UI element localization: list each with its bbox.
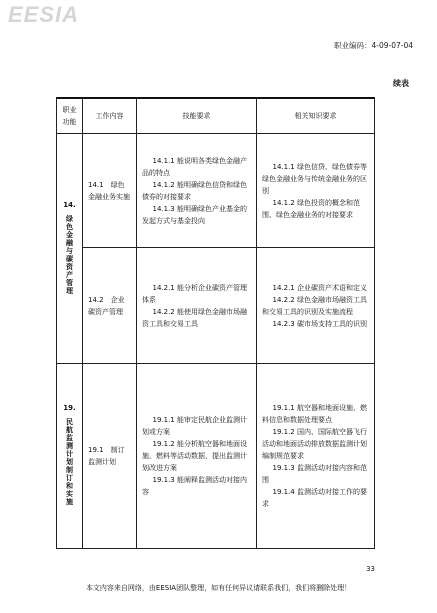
header-work: 工作内容 [83, 98, 137, 134]
continued-label: 续表 [393, 79, 409, 88]
skill-item: 14.1.3 能明确绿色产业基金的发起方式与基金投向 [142, 204, 247, 225]
header-knowledge: 相关知识要求 [257, 98, 375, 134]
table-row [57, 364, 375, 549]
logo-watermark: EESIA [8, 2, 80, 27]
header-skills: 技能要求 [137, 98, 257, 134]
skill-item: 14.1.1 能说明各类绿色金融产品的特点 [142, 156, 247, 177]
knowledge-cell [257, 134, 375, 248]
knowledge-item: 19.1.2 国内、国际航空器飞行活动和地面活动排放数据监测计划编制规范要求 [262, 428, 367, 460]
table-header-row [57, 98, 375, 134]
knowledge-item: 19.1.1 航空器和地面设施、燃料信息和数据处理要点 [262, 404, 367, 424]
page-number: 33 [366, 565, 375, 573]
knowledge-item: 14.2.3 碳市场支持工具的识别 [272, 319, 367, 328]
function-number: 19. [63, 404, 76, 412]
knowledge-cell [257, 364, 375, 549]
knowledge-item: 14.1.2 绿色投资的概念和范围、绿色金融业务的对接要求 [262, 198, 360, 219]
footer-notice: 本文内容来自网络，由EESIA团队整理，如有任何异议请联系我们，我们将删除处理！ [85, 584, 352, 592]
knowledge-item: 14.2.2 绿色金融市场融资工具和交易工具的识别及实施流程 [262, 295, 367, 316]
function-name: 绿色金融与碳资产管理 [65, 214, 74, 295]
skill-item: 14.2.1 能分析企业碳资产管理体系 [142, 283, 247, 304]
knowledge-item: 14.2.1 企业碳资产术语和定义 [272, 283, 367, 292]
function-name: 民航监测计划制订和实施 [65, 418, 74, 506]
header-function: 职业 功能 [57, 98, 83, 134]
work-content: 14.2 企业碳资产管理 [83, 248, 137, 364]
work-content: 14.1 绿色金融业务实施 [83, 134, 137, 248]
knowledge-item: 19.1.3 监测活动对接内容和范围 [262, 464, 367, 484]
skills-cell [137, 364, 257, 549]
knowledge-item: 14.1.1 绿色信贷、绿色债券等绿色金融业务与传统金融业务的区别 [262, 162, 367, 195]
function-cell [57, 134, 83, 364]
knowledge-item: 19.1.4 监测活动对接工作的要求 [262, 488, 367, 508]
skill-item: 14.2.2 能使用绿色金融市场融资工具和交易工具 [142, 307, 247, 328]
occupation-code: 职业编码：4-09-07-04 [333, 41, 413, 50]
skill-item: 19.1.2 能分析航空器和地面设施、燃料等活动数据，提出监测计划改进方案 [142, 440, 247, 472]
function-cell [57, 364, 83, 549]
standards-table [56, 97, 375, 549]
table-row [57, 248, 375, 364]
skill-item: 14.1.2 能明确绿色信贷和绿色债券的对接要求 [142, 180, 247, 201]
skills-cell [137, 248, 257, 364]
skill-item: 19.1.3 能阐释监测活动对接内容 [142, 476, 247, 496]
function-number: 14. [63, 200, 76, 209]
table-row [57, 134, 375, 248]
skills-cell [137, 134, 257, 248]
work-content: 19.1 制订监测计划 [83, 364, 137, 549]
knowledge-cell [257, 248, 375, 364]
skill-item: 19.1.1 能审定民航企业监测计划或方案 [142, 416, 247, 436]
